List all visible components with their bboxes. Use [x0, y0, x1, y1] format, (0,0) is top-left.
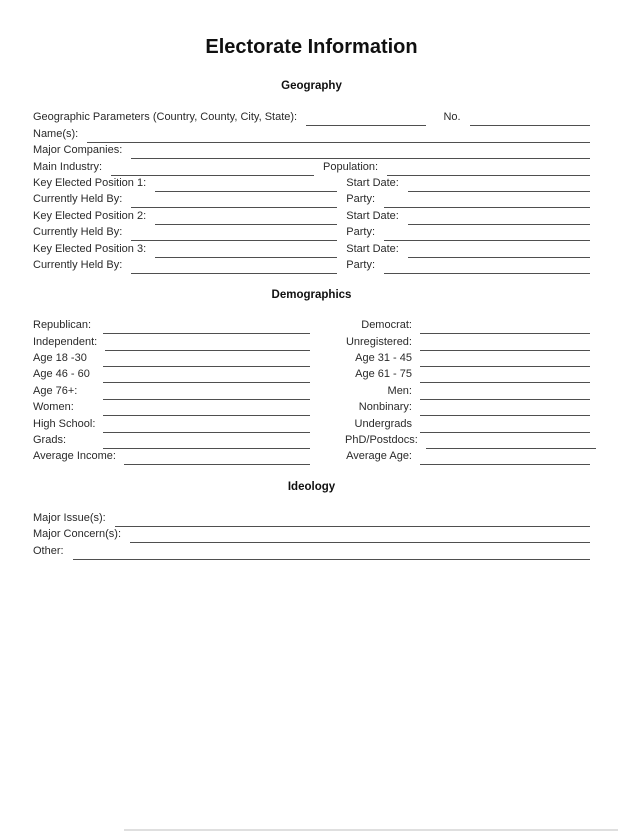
party-3-label: Party:: [346, 258, 375, 271]
grads-label: Grads:: [33, 434, 67, 447]
start-date-2-field[interactable]: [408, 212, 590, 225]
average-age-label: Average Age:: [346, 450, 412, 463]
names-row: [33, 124, 590, 140]
average-age-row: [345, 447, 590, 463]
average-income-label: Average Income:: [33, 450, 116, 463]
start-date-2-label: Start Date:: [346, 209, 399, 222]
age-46-60-row: [33, 365, 310, 381]
start-date-1-label: Start Date:: [346, 176, 399, 189]
other-row: [33, 541, 590, 557]
key-position-3-label: Key Elected Position 3:: [33, 242, 147, 255]
age-76-plus-label: Age 76+:: [33, 384, 78, 397]
undergrads-label: Undergrads: [354, 417, 412, 430]
held-by-3-row: [33, 256, 590, 272]
held-by-3-field[interactable]: [131, 261, 337, 274]
men-label: Men:: [387, 384, 412, 397]
major-companies-label: Major Companies:: [33, 144, 123, 157]
major-concerns-field[interactable]: [130, 530, 590, 543]
geography-section: [33, 108, 590, 272]
major-concerns-row: [33, 525, 590, 541]
geo-params-row: [33, 108, 590, 124]
key-position-2-field[interactable]: [155, 212, 337, 225]
major-companies-row: [33, 141, 590, 157]
unregistered-row: [345, 332, 590, 348]
demographics-section: [33, 316, 590, 464]
population-field[interactable]: [387, 163, 590, 176]
ideology-section: [33, 508, 590, 557]
key-position-1-label: Key Elected Position 1:: [33, 176, 147, 189]
held-by-2-field[interactable]: [131, 228, 337, 241]
names-field[interactable]: [87, 130, 590, 143]
age-76-plus-row: [33, 381, 310, 397]
other-label: Other:: [33, 544, 64, 557]
nonbinary-row: [345, 398, 590, 414]
age-46-60-label: Age 46 - 60: [33, 368, 90, 381]
key-position-1-field[interactable]: [155, 179, 337, 192]
age-61-75-row: [345, 365, 590, 381]
age-18-30-row: [33, 349, 310, 365]
demographics-heading: Demographics: [271, 288, 352, 301]
average-income-field[interactable]: [124, 452, 310, 465]
major-concerns-label: Major Concern(s):: [33, 528, 122, 541]
held-by-3-label: Currently Held By:: [33, 258, 123, 271]
geo-params-label: Geographic Parameters (Country, County, City, State):: [33, 111, 298, 124]
held-by-2-row: [33, 223, 590, 239]
key-position-2-row: [33, 206, 590, 222]
main-industry-field[interactable]: [111, 163, 314, 176]
held-by-1-row: [33, 190, 590, 206]
age-61-75-label: Age 61 - 75: [355, 368, 412, 381]
average-age-field[interactable]: [420, 452, 590, 465]
age-31-45-row: [345, 349, 590, 365]
page-bottom-edge-line: [124, 829, 618, 831]
women-label: Women:: [33, 401, 74, 414]
unregistered-label: Unregistered:: [345, 335, 412, 348]
party-1-field[interactable]: [384, 195, 590, 208]
grads-row: [33, 431, 310, 447]
republican-label: Republican:: [33, 319, 92, 332]
page-title: Electorate Information: [205, 36, 418, 58]
party-1-label: Party:: [346, 193, 375, 206]
independent-label: Independent:: [33, 335, 98, 348]
high-school-label: High School:: [33, 417, 96, 430]
age-31-45-label: Age 31 - 45: [355, 352, 412, 365]
party-2-field[interactable]: [384, 228, 590, 241]
major-companies-field[interactable]: [131, 146, 590, 159]
average-income-row: [33, 447, 310, 463]
major-issues-row: [33, 508, 590, 524]
key-position-1-row: [33, 174, 590, 190]
key-position-3-field[interactable]: [155, 245, 337, 258]
major-issues-label: Major Issue(s):: [33, 511, 106, 524]
population-label: Population:: [323, 160, 379, 173]
undergrads-row: [345, 414, 590, 430]
start-date-3-label: Start Date:: [346, 242, 399, 255]
party-2-label: Party:: [346, 226, 375, 239]
start-date-1-field[interactable]: [408, 179, 590, 192]
start-date-3-field[interactable]: [408, 245, 590, 258]
no-field[interactable]: [470, 113, 590, 126]
phd-postdocs-label: PhD/Postdocs:: [345, 434, 418, 447]
held-by-2-label: Currently Held By:: [33, 226, 123, 239]
main-industry-row: [33, 157, 590, 173]
no-label: No.: [443, 111, 461, 124]
ideology-heading: Ideology: [287, 481, 336, 494]
key-position-2-label: Key Elected Position 2:: [33, 209, 147, 222]
high-school-row: [33, 414, 310, 430]
geo-params-field[interactable]: [306, 113, 426, 126]
key-position-3-row: [33, 239, 590, 255]
major-issues-field[interactable]: [115, 514, 590, 527]
men-row: [345, 381, 590, 397]
nonbinary-label: Nonbinary:: [358, 401, 412, 414]
party-3-field[interactable]: [384, 261, 590, 274]
democrat-label: Democrat:: [361, 319, 412, 332]
held-by-1-field[interactable]: [131, 195, 337, 208]
phd-postdocs-row: [345, 431, 590, 447]
main-industry-label: Main Industry:: [33, 160, 103, 173]
held-by-1-label: Currently Held By:: [33, 193, 123, 206]
democrat-row: [345, 316, 590, 332]
age-18-30-label: Age 18 -30: [33, 352, 87, 365]
names-label: Name(s):: [33, 127, 79, 140]
independent-row: [33, 332, 310, 348]
women-row: [33, 398, 310, 414]
other-field[interactable]: [73, 547, 590, 560]
republican-row: [33, 316, 310, 332]
geography-heading: Geography: [281, 80, 342, 92]
